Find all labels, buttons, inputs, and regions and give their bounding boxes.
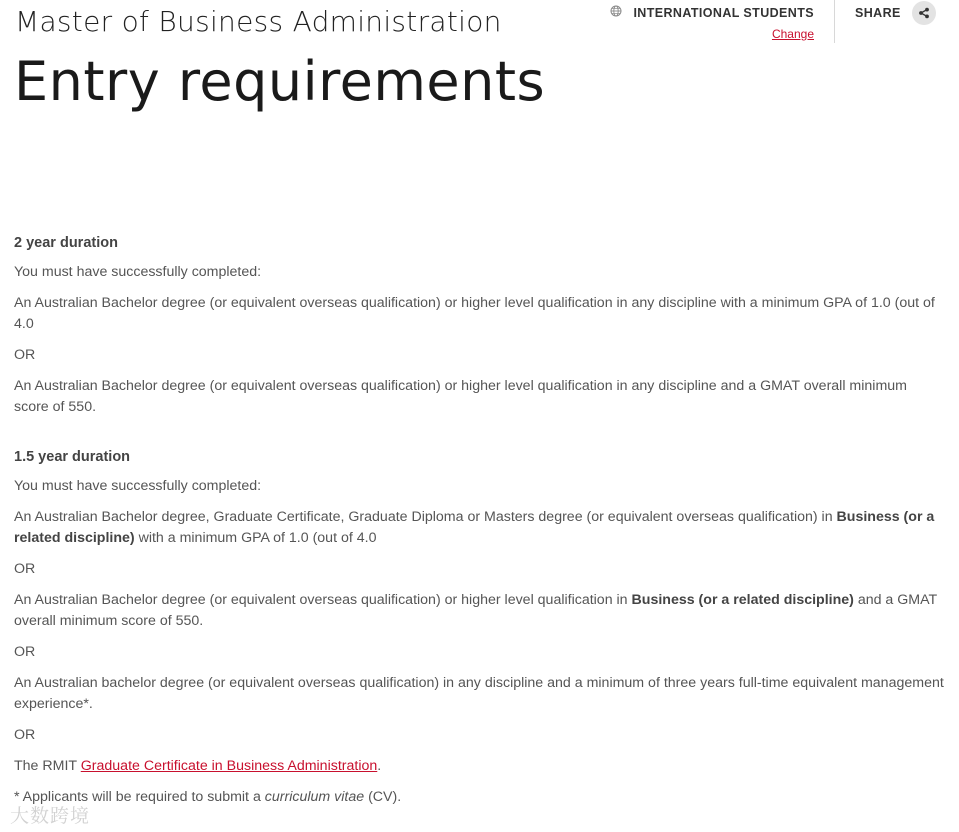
section-heading-2-year: 2 year duration [14,235,118,251]
watermark: 大数跨境 [10,806,91,827]
share-button[interactable] [855,1,936,25]
globe-icon [610,4,633,22]
section-intro: You must have successfully completed: [14,478,262,494]
requirement-option [14,507,944,549]
page-title: Entry requirements [14,50,546,113]
requirement-text: and a GMAT overall minimum score of 550. [14,592,937,629]
requirement-text: . [377,758,382,774]
requirement-option: An Australian Bachelor degree (or equivalent overseas qualification) or higher level qualification in any discipline and a GMAT overall minimum score of 550. [14,378,907,415]
section-heading-1-5-year: 1.5 year duration [14,449,131,465]
requirement-option [14,590,944,632]
audience-selector [610,4,814,43]
or-separator: OR [14,727,36,743]
requirement-option [14,756,944,777]
requirement-text: The RMIT [14,758,81,774]
header-divider [834,0,835,43]
section-intro: You must have successfully completed: [14,264,262,280]
cv-footnote [14,787,944,808]
entry-requirements-content [14,233,944,818]
requirement-option: An Australian bachelor degree (or equivalent overseas qualification) in any discipline and a minimum of three years full-time equivalent management experience*. [14,675,944,712]
program-title: Master of Business Administration [15,5,502,38]
discipline-emphasis: Business (or a related discipline) [631,592,854,608]
requirement-text: An Australian Bachelor degree, Graduate Certificate, Graduate Diploma or Masters degree (or equivalent overseas qualification) in [14,509,837,525]
requirement-text: with a minimum GPA of 1.0 (out of 4.0 [134,530,377,546]
footnote-emphasis: curriculum vitae [264,789,365,805]
or-separator: OR [14,561,36,577]
or-separator: OR [14,347,36,363]
share-label: SHARE [855,6,901,20]
requirement-option: An Australian Bachelor degree (or equivalent overseas qualification) or higher level qualification in any discipline with a minimum GPA of 1.0 (out of 4.0 [14,295,935,332]
requirement-text: An Australian Bachelor degree (or equivalent overseas qualification) or higher level qualification in [14,592,632,608]
change-audience-link[interactable]: Change [771,27,814,41]
discipline-emphasis: Business (or a related discipline) [14,509,935,546]
audience-label: INTERNATIONAL STUDENTS [633,6,814,20]
footnote-text: (CV). [364,789,402,805]
or-separator: OR [14,644,36,660]
footnote-text: * Applicants will be required to submit a [14,789,265,805]
share-icon[interactable] [912,1,936,25]
graduate-certificate-link[interactable]: Graduate Certificate in Business Administration [80,758,378,774]
